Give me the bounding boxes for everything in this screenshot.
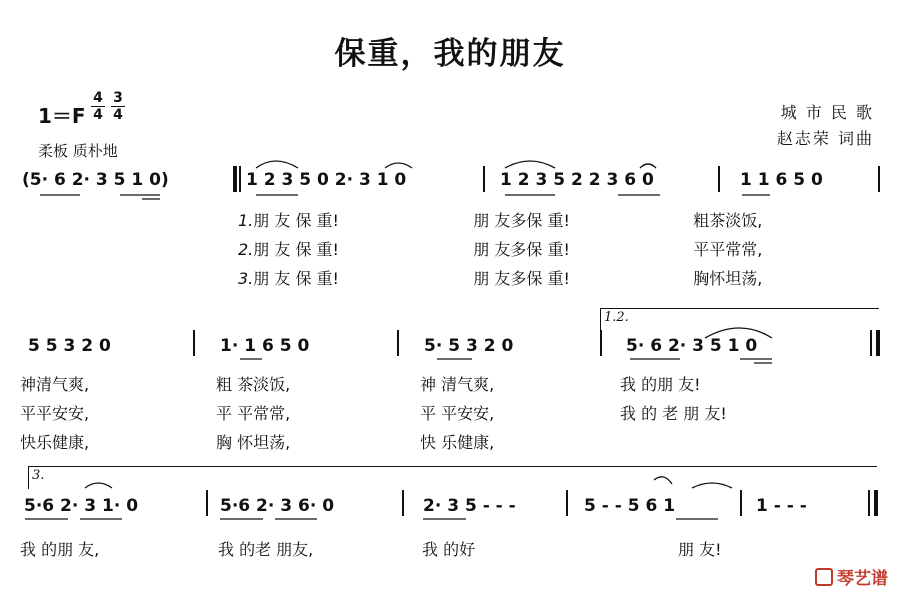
verse-number: 1.: [238, 211, 254, 230]
volta-label: 1.2.: [604, 310, 629, 325]
slur: [505, 161, 555, 168]
lyric: 我 的朋 友,: [20, 540, 100, 559]
verse-number: 3.: [238, 269, 254, 288]
lyric: 胸怀坦荡,: [693, 269, 763, 288]
repeat-end-bar: [876, 330, 880, 356]
lyric: 平 平常常,: [216, 404, 291, 423]
final-thin-bar: [868, 490, 870, 516]
line1-measure-1: 1 2 3 5 0 2· 3 1 0: [246, 170, 407, 190]
slur: [385, 163, 412, 168]
volta-bracket-3: [28, 466, 877, 489]
repeat-end-thin-bar: [870, 330, 872, 356]
lyric: 朋 友多保 重!: [473, 211, 570, 230]
lyric: 平 平安安,: [420, 404, 495, 423]
lyric: 胸 怀坦荡,: [216, 433, 291, 452]
verse2-line1: [238, 237, 762, 260]
slur: [256, 161, 298, 168]
lyric: 我 的好: [422, 540, 476, 559]
barline: [402, 490, 404, 516]
barline: [566, 490, 568, 516]
page-title: 保重，我的朋友: [334, 36, 566, 72]
lyric: 粗茶淡饭,: [693, 211, 763, 230]
verse1-line2: [20, 372, 880, 395]
lyric: 快 乐健康,: [420, 433, 495, 452]
lyric: 朋 友 保 重!: [253, 240, 339, 259]
line1-measure-2: 1 2 3 5 2 2 3 6 0: [500, 170, 654, 190]
verse3-line2: [20, 430, 880, 453]
lyric: 我 的朋 友!: [620, 375, 701, 394]
verse2-line2: [20, 401, 880, 424]
intro-notes: (5· 6 2· 3 5 1 0): [22, 170, 169, 190]
composer-credits: 赵志荣 词曲: [776, 129, 874, 148]
lyric: 朋 友多保 重!: [473, 269, 570, 288]
time-sig-b-den: 4: [111, 106, 125, 123]
volta-label: 3.: [32, 468, 45, 483]
final-bar: [874, 490, 878, 516]
verse3-line1: [238, 266, 762, 289]
lyric: 朋 友!: [678, 540, 722, 559]
barline: [193, 330, 195, 356]
barline: [397, 330, 399, 356]
line1-measure-3: 1 1 6 5 0: [740, 170, 823, 190]
volta-bracket-1-2: [600, 308, 879, 331]
line2-measure-1: 5 5 3 2 0: [28, 336, 111, 356]
lyric: 我 的 老 朋 友!: [620, 404, 727, 423]
slur: [640, 164, 656, 168]
time-sig-b-num: 3: [113, 90, 123, 106]
lyric: 平平安安,: [20, 404, 90, 423]
verse-line3: [20, 537, 880, 560]
verse1-line1: [238, 208, 762, 231]
verse-number: 2.: [238, 240, 254, 259]
lyric: 我 的老 朋友,: [218, 540, 314, 559]
line3-measure-4: 5 - - 5 6 1: [584, 496, 676, 516]
line3-measure-5: 1 - - -: [756, 496, 807, 516]
lyric: 平平常常,: [693, 240, 763, 259]
key-signature: 1＝F: [38, 104, 86, 128]
line2-measure-4: 5· 6 2· 3 5 1 0: [626, 336, 758, 356]
barline: [206, 490, 208, 516]
lyric: 朋 友 保 重!: [253, 269, 339, 288]
tempo-marking: 柔板 质朴地: [38, 142, 118, 160]
watermark: [815, 564, 888, 589]
song-source: 城 市 民 歌: [780, 103, 874, 122]
lyric: 神清气爽,: [20, 375, 90, 394]
barline: [600, 330, 602, 356]
time-sig-a-num: 4: [93, 90, 103, 106]
lyric: 朋 友多保 重!: [473, 240, 570, 259]
line3-measure-2: 5·6 2· 3 6· 0: [220, 496, 335, 516]
time-sig-a-den: 4: [91, 106, 105, 123]
line2-measure-2: 1· 1 6 5 0: [220, 336, 310, 356]
line3-measure-3: 2· 3 5 - - -: [423, 496, 516, 516]
line3-measure-1: 5·6 2· 3 1· 0: [24, 496, 139, 516]
lyric: 快乐健康,: [20, 433, 90, 452]
barline: [740, 490, 742, 516]
logo-icon: [815, 568, 833, 586]
lyric: 神 清气爽,: [420, 375, 495, 394]
line2-measure-3: 5· 5 3 2 0: [424, 336, 514, 356]
lyric: 粗 茶淡饭,: [216, 375, 291, 394]
watermark-text: 琴艺谱: [837, 569, 888, 589]
lyric: 朋 友 保 重!: [253, 211, 339, 230]
